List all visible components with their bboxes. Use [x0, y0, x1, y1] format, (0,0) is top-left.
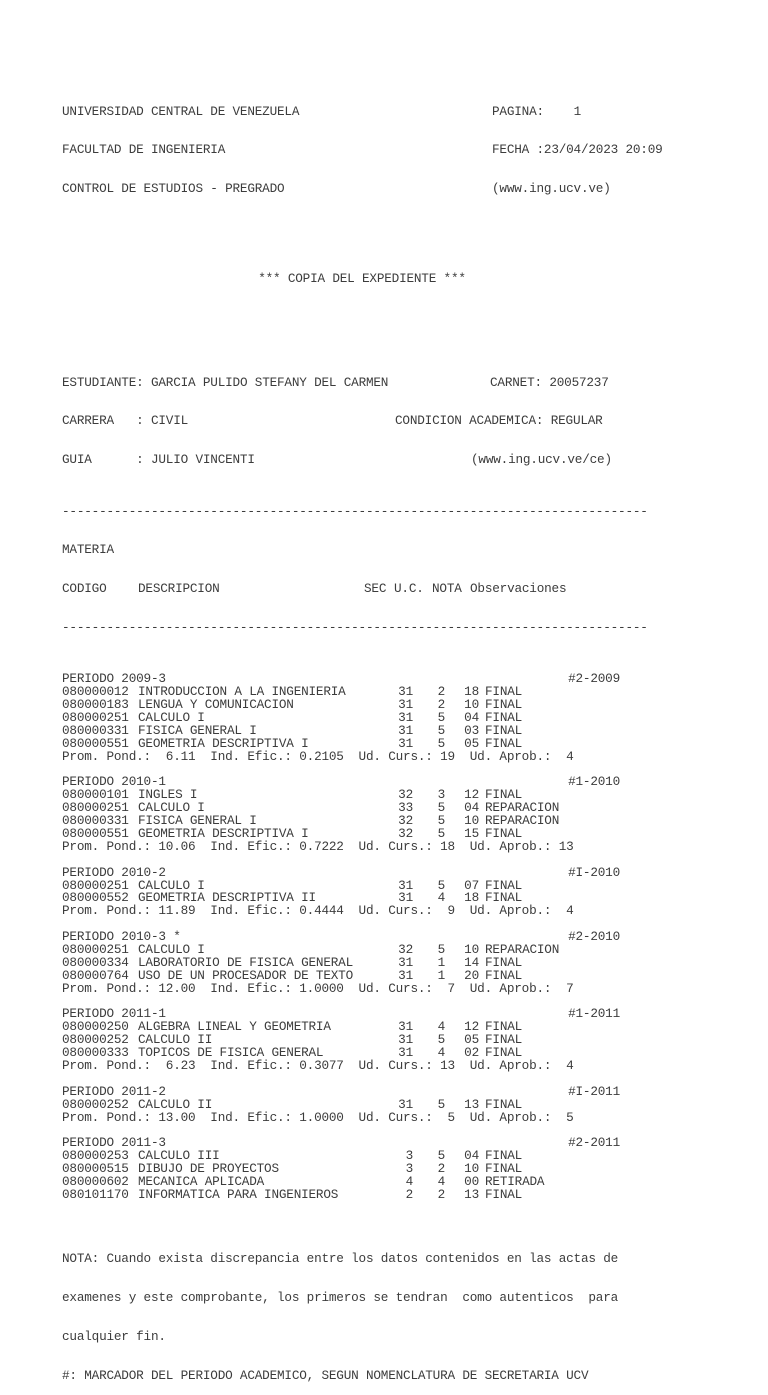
course-credits: 2	[437, 1186, 445, 1202]
course-row	[62, 1163, 665, 1176]
divider-bottom: -------------------------------------------------------------------------------	[62, 621, 648, 635]
course-section: 31	[398, 697, 413, 713]
period-header	[62, 1137, 620, 1150]
course-description: CALCULO II	[138, 1096, 213, 1112]
course-code: 080000012	[62, 684, 129, 700]
course-section: 32	[398, 942, 413, 957]
course-grade: 18	[464, 684, 479, 700]
period-label: PERIODO 2010-2	[62, 864, 166, 880]
course-observation: RETIRADA	[485, 1174, 545, 1190]
footer-note-line-3: cualquier fin.	[62, 1328, 166, 1344]
course-section: 31	[398, 1045, 413, 1061]
course-description: GEOMETRIA DESCRIPTIVA I	[138, 825, 309, 841]
course-description: CALCULO II	[138, 1032, 213, 1048]
header-row-3	[62, 183, 665, 196]
course-grade: 10	[464, 942, 479, 957]
course-credits: 5	[437, 825, 445, 841]
course-section: 32	[398, 787, 413, 803]
period-label: PERIODO 2010-3 *	[62, 929, 181, 945]
period-label: PERIODO 2011-2	[62, 1083, 166, 1099]
footer-marker-note: #: MARCADOR DEL PERIODO ACADEMICO, SEGUN NOMENCLATURA DE SECRETARIA UCV	[62, 1367, 589, 1383]
course-section: 31	[398, 684, 413, 700]
course-grade: 10	[464, 697, 479, 713]
course-code: 080000251	[62, 709, 129, 725]
course-description: CALCULO I	[138, 709, 205, 725]
course-grade: 18	[464, 890, 479, 906]
condition-value: REGULAR	[550, 413, 603, 429]
course-credits: 5	[437, 722, 445, 738]
period-label: PERIODO 2011-1	[62, 1006, 166, 1022]
course-grade: 10	[464, 1161, 479, 1177]
course-section: 33	[398, 800, 413, 816]
course-credits: 1	[437, 967, 445, 983]
period-summary: Prom. Pond.: 12.00 Ind. Efic.: 1.0000 Ud. Curs.: 7 Ud. Aprob.: 7	[62, 980, 574, 996]
column-nota: NOTA	[432, 580, 462, 596]
course-code: 080000251	[62, 942, 129, 957]
course-grade: 13	[464, 1186, 479, 1202]
course-grade: 20	[464, 967, 479, 983]
course-credits: 5	[437, 735, 445, 751]
course-section: 32	[398, 825, 413, 841]
course-section: 31	[398, 967, 413, 983]
course-section: 3	[405, 1161, 413, 1177]
course-credits: 5	[437, 709, 445, 725]
period-label: PERIODO 2009-3	[62, 671, 166, 687]
student-row-3	[62, 451, 665, 467]
student-name: GARCIA PULIDO STEFANY DEL CARMEN	[150, 374, 389, 390]
course-grade: 13	[464, 1096, 479, 1112]
course-code: 080000331	[62, 722, 129, 738]
course-code: 080000251	[62, 800, 129, 816]
course-grade: 05	[464, 735, 479, 751]
course-grade: 04	[464, 709, 479, 725]
course-observation: FINAL	[485, 722, 523, 738]
column-uc: U.C.	[394, 580, 424, 596]
period-header	[62, 1083, 620, 1099]
course-code: 080000252	[62, 1096, 129, 1112]
carnet-label: CARNET:	[490, 374, 542, 390]
course-credits: 4	[437, 1045, 445, 1061]
website-text: (www.ing.ucv.ve)	[492, 181, 611, 197]
course-description: FISICA GENERAL I	[138, 813, 257, 829]
course-section: 31	[398, 735, 413, 751]
course-code: 080000251	[62, 877, 129, 893]
course-grade: 02	[464, 1045, 479, 1061]
career-value: CIVIL	[150, 413, 189, 429]
carnet-value: 20057237	[549, 374, 609, 390]
course-observation: FINAL	[485, 1186, 523, 1202]
page-label: PAGINA:	[492, 103, 544, 119]
course-description: CALCULO I	[138, 800, 205, 816]
course-observation: REPARACION	[485, 813, 560, 829]
course-grade: 15	[464, 825, 479, 841]
transcript-document	[62, 54, 665, 1395]
condition-label: CONDICION ACADEMICA:	[395, 413, 544, 429]
course-grade: 03	[464, 722, 479, 738]
footer-note-line-1: NOTA: Cuando exista discrepancia entre los datos contenidos en las actas de	[62, 1251, 619, 1267]
course-code: 080000183	[62, 697, 129, 713]
course-credits: 5	[437, 942, 445, 957]
course-credits: 1	[437, 954, 445, 970]
date-label: FECHA :	[492, 142, 544, 158]
course-observation: FINAL	[485, 697, 523, 713]
course-section: 31	[398, 709, 413, 725]
period-summary: Prom. Pond.: 6.23 Ind. Efic.: 0.3077 Ud. Curs.: 13 Ud. Aprob.: 4	[62, 1058, 574, 1074]
course-row	[62, 1150, 665, 1163]
course-description: DIBUJO DE PROYECTOS	[138, 1161, 279, 1177]
course-code: 080000331	[62, 813, 129, 829]
course-observation: FINAL	[485, 954, 523, 970]
course-description: ALGEBRA LINEAL Y GEOMETRIA	[138, 1019, 331, 1035]
course-section: 31	[398, 954, 413, 970]
divider-top: -------------------------------------------------------------------------------	[62, 505, 648, 519]
guide-label: GUIA	[62, 451, 92, 467]
period-summary: Prom. Pond.: 13.00 Ind. Efic.: 1.0000 Ud. Curs.: 5 Ud. Aprob.: 5	[62, 1109, 574, 1125]
course-observation: FINAL	[485, 1019, 523, 1035]
course-description: MECANICA APLICADA	[138, 1174, 265, 1190]
course-code: 080000253	[62, 1148, 129, 1164]
student-name-block	[62, 374, 490, 390]
student-row-2	[62, 415, 665, 428]
period-marker: #I-2010	[568, 864, 620, 880]
guide-site: (www.ing.ucv.ve/ce)	[471, 451, 612, 467]
course-description: CALCULO I	[138, 942, 205, 957]
course-credits: 2	[437, 697, 445, 713]
course-code: 080000515	[62, 1161, 129, 1177]
period-marker: #1-2010	[568, 774, 620, 790]
course-section: 32	[398, 813, 413, 829]
course-observation: FINAL	[485, 709, 523, 725]
course-description: CALCULO III	[138, 1148, 220, 1164]
period-marker: #2-2009	[568, 671, 620, 687]
course-description: GEOMETRIA DESCRIPTIVA I	[138, 735, 309, 751]
student-name-label: ESTUDIANTE:	[62, 374, 144, 390]
course-row	[62, 1021, 665, 1034]
course-observation: FINAL	[485, 877, 523, 893]
column-sec: SEC	[364, 580, 387, 596]
carnet-block	[490, 374, 609, 390]
period-summary: Prom. Pond.: 6.11 Ind. Efic.: 0.2105 Ud. Curs.: 19 Ud. Aprob.: 4	[62, 748, 574, 764]
course-observation: FINAL	[485, 1045, 523, 1061]
course-grade: 12	[464, 1019, 479, 1035]
course-grade: 14	[464, 954, 479, 970]
course-observation: FINAL	[485, 735, 523, 751]
course-row	[62, 1096, 665, 1112]
course-code: 080000552	[62, 890, 129, 906]
course-grade: 00	[464, 1174, 479, 1190]
course-description: GEOMETRIA DESCRIPTIVA II	[138, 890, 316, 906]
course-section: 4	[405, 1174, 413, 1190]
period-marker: #2-2010	[568, 929, 620, 945]
course-credits: 4	[437, 1174, 445, 1190]
course-code: 080101170	[62, 1186, 129, 1202]
course-code: 080000551	[62, 735, 129, 751]
column-materia: MATERIA	[62, 542, 114, 558]
course-credits: 5	[437, 813, 445, 829]
course-grade: 07	[464, 877, 479, 893]
column-codigo: CODIGO	[62, 580, 107, 596]
course-credits: 5	[437, 800, 445, 816]
course-description: LENGUA Y COMUNICACION	[138, 697, 294, 713]
header-row-2	[62, 144, 665, 157]
course-code: 080000764	[62, 967, 129, 983]
header-row-1	[62, 103, 665, 119]
period-marker: #I-2011	[568, 1083, 620, 1099]
course-credits: 3	[437, 787, 445, 803]
faculty-name: FACULTAD DE INGENIERIA	[62, 142, 226, 158]
course-description: USO DE UN PROCESADOR DE TEXTO	[138, 967, 353, 983]
periods-list	[62, 673, 665, 1214]
course-code: 080000250	[62, 1019, 129, 1035]
course-observation: FINAL	[485, 684, 523, 700]
office-name: CONTROL DE ESTUDIOS - PREGRADO	[62, 181, 285, 197]
document-title: *** COPIA DEL EXPEDIENTE ***	[258, 271, 466, 287]
period-marker: #2-2011	[568, 1135, 620, 1151]
course-grade: 10	[464, 813, 479, 829]
course-observation: FINAL	[485, 1032, 523, 1048]
course-code: 080000334	[62, 954, 129, 970]
course-code: 080000551	[62, 825, 129, 841]
course-section: 31	[398, 890, 413, 906]
course-observation: FINAL	[485, 1161, 523, 1177]
course-row	[62, 1047, 665, 1060]
course-grade: 05	[464, 1032, 479, 1048]
period-label: PERIODO 2010-1	[62, 774, 166, 790]
period-summary: Prom. Pond.: 10.06 Ind. Efic.: 0.7222 Ud. Curs.: 18 Ud. Aprob.: 13	[62, 838, 574, 854]
course-credits: 4	[437, 890, 445, 906]
course-observation: REPARACION	[485, 942, 560, 957]
period-label: PERIODO 2011-3	[62, 1135, 166, 1151]
column-header-row	[62, 580, 665, 596]
course-description: INGLES I	[138, 787, 198, 803]
course-section: 31	[398, 1096, 413, 1112]
course-section: 31	[398, 722, 413, 738]
course-observation: REPARACION	[485, 800, 560, 816]
course-credits: 5	[437, 877, 445, 893]
date-indicator	[492, 144, 665, 157]
career-label: CARRERA	[62, 413, 114, 429]
course-observation: FINAL	[485, 825, 523, 841]
course-description: CALCULO I	[138, 877, 205, 893]
university-name: UNIVERSIDAD CENTRAL DE VENEZUELA	[62, 103, 300, 119]
date-value: 23/04/2023 20:09	[543, 142, 663, 158]
course-row	[62, 1176, 665, 1189]
course-description: INTRODUCCION A LA INGENIERIA	[138, 684, 346, 700]
course-observation: FINAL	[485, 787, 523, 803]
period-summary: Prom. Pond.: 11.89 Ind. Efic.: 0.4444 Ud. Curs.: 9 Ud. Aprob.: 4	[62, 903, 574, 919]
column-descripcion: DESCRIPCION	[138, 580, 220, 596]
course-section: 31	[398, 877, 413, 893]
course-description: INFORMATICA PARA INGENIEROS	[138, 1186, 339, 1202]
course-section: 3	[405, 1148, 413, 1164]
page-number: 1	[573, 103, 581, 119]
guide-value: JULIO VINCENTI	[150, 451, 255, 467]
career-block: CARRERA : CIVIL	[62, 413, 189, 429]
course-row	[62, 1034, 665, 1047]
column-observaciones: Observaciones	[470, 580, 567, 596]
course-observation: FINAL	[485, 890, 523, 906]
course-credits: 4	[437, 1019, 445, 1035]
guide-block: GUIA : JULIO VINCENTI	[62, 451, 255, 467]
course-grade: 04	[464, 1148, 479, 1164]
course-section: 31	[398, 1032, 413, 1048]
student-row-1	[62, 374, 665, 390]
course-credits: 5	[437, 1032, 445, 1048]
course-description: FISICA GENERAL I	[138, 722, 257, 738]
course-description: TOPICOS DE FISICA GENERAL	[138, 1045, 324, 1061]
course-grade: 12	[464, 787, 479, 803]
course-code: 080000333	[62, 1045, 129, 1061]
course-credits: 5	[437, 1096, 445, 1112]
course-observation: FINAL	[485, 1148, 523, 1164]
condition-block	[395, 415, 603, 428]
course-observation: FINAL	[485, 967, 523, 983]
course-code: 080000602	[62, 1174, 129, 1190]
course-description: LABORATORIO DE FISICA GENERAL	[138, 954, 353, 970]
course-section: 31	[398, 1019, 413, 1035]
course-row	[62, 1186, 665, 1202]
course-grade: 04	[464, 800, 479, 816]
course-observation: FINAL	[485, 1096, 523, 1112]
course-section: 2	[405, 1186, 413, 1202]
footer-note-line-2: examenes y este comprobante, los primeros se tendran como autenticos para	[62, 1290, 619, 1306]
course-code: 080000252	[62, 1032, 129, 1048]
course-credits: 2	[437, 1161, 445, 1177]
course-code: 080000101	[62, 787, 129, 803]
course-credits: 2	[437, 684, 445, 700]
course-credits: 5	[437, 1148, 445, 1164]
page-indicator	[492, 103, 665, 119]
period-marker: #1-2011	[568, 1006, 620, 1022]
